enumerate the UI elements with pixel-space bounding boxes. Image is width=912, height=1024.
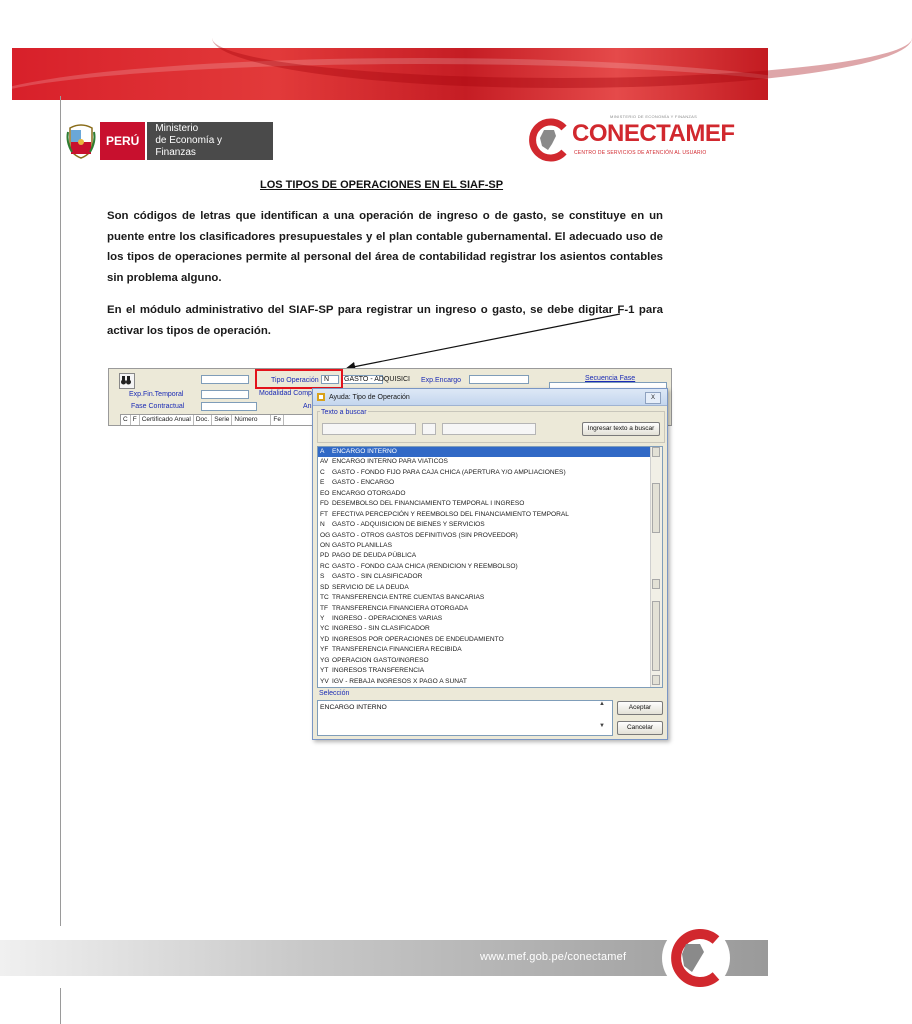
list-item[interactable] bbox=[318, 593, 654, 603]
list-item-code: S bbox=[320, 573, 325, 581]
scroll-thumb[interactable] bbox=[652, 483, 660, 533]
fase-contractual-label: Fase Contractual bbox=[131, 403, 185, 410]
list-item-code: YD bbox=[320, 635, 330, 643]
document-title: LOS TIPOS DE OPERACIONES EN EL SIAF-SP bbox=[260, 179, 504, 191]
modalidad-label: Modalidad Comp bbox=[259, 390, 312, 397]
conectamef-c-icon bbox=[530, 118, 570, 162]
list-item-code: YT bbox=[320, 667, 329, 675]
list-item-desc: GASTO - OTROS GASTOS DEFINITIVOS (SIN PROVEEDOR) bbox=[332, 531, 518, 539]
scroll-down-arrow-2[interactable] bbox=[652, 675, 660, 685]
list-item-code: OG bbox=[320, 531, 331, 539]
list-item-code: YF bbox=[320, 646, 329, 654]
chevron-down-icon[interactable]: ▼ bbox=[599, 723, 605, 729]
app-icon bbox=[317, 393, 325, 401]
list-item-code: TC bbox=[320, 594, 329, 602]
footer-url[interactable]: www.mef.gob.pe/conectamef bbox=[480, 951, 627, 963]
exp-encargo-input[interactable] bbox=[469, 375, 529, 384]
list-item-code: FD bbox=[320, 500, 329, 508]
scroll-up-arrow[interactable] bbox=[652, 447, 660, 457]
search-group bbox=[317, 411, 665, 443]
list-item[interactable] bbox=[318, 656, 654, 666]
ministerio-label bbox=[147, 122, 273, 160]
list-item-desc: GASTO - ADQUISICION DE BIENES Y SERVICIOS bbox=[332, 521, 485, 529]
list-item[interactable] bbox=[318, 520, 654, 530]
paragraph-1: Son códigos de letras que identifican a una operación de ingreso o de gasto, se constituye en un puente entre los clasificadores presupuestales y el plan contable gubernamental. El adecuado uso de los tipos de operaciones permite al personal del área de contabilidad registrar los asientos contables sin problema alguno. bbox=[107, 210, 663, 284]
dialog-title: Ayuda: Tipo de Operación bbox=[329, 393, 410, 401]
peru-label: PERÚ bbox=[100, 122, 145, 160]
header-banner bbox=[12, 48, 768, 100]
list-item-code: E bbox=[320, 479, 325, 487]
exp-fin-temporal-input[interactable] bbox=[201, 390, 249, 399]
list-item-code: AV bbox=[320, 458, 329, 466]
tipo-operacion-highlight bbox=[255, 369, 343, 389]
list-item[interactable] bbox=[318, 624, 654, 634]
list-item-code: PD bbox=[320, 552, 330, 560]
list-item-code: SD bbox=[320, 583, 330, 591]
list-item-code: A bbox=[320, 448, 325, 455]
list-item-code: YV bbox=[320, 677, 329, 685]
list-item-desc: TRANSFERENCIA FINANCIERA OTORGADA bbox=[332, 604, 469, 612]
conecta-tagline-text: CENTRO DE SERVICIOS DE ATENCIÓN AL USUARIO bbox=[574, 150, 707, 156]
list-scrollbar[interactable] bbox=[650, 447, 662, 687]
left-margin-line bbox=[60, 96, 61, 926]
mef-logo bbox=[66, 122, 273, 160]
secuencia-fase-label: Secuencia Fase bbox=[585, 375, 636, 382]
search-input-3[interactable] bbox=[442, 423, 536, 435]
list-item-desc: GASTO - SIN CLASIFICADOR bbox=[332, 573, 423, 581]
ministerio-line2: de Economía y Finanzas bbox=[155, 135, 223, 158]
ministerio-line1: Ministerio bbox=[155, 123, 199, 134]
tipo-operacion-input[interactable]: N bbox=[321, 375, 339, 384]
list-item-desc: GASTO - FONDO CAJA CHICA (RENDICION Y REEMBOLSO) bbox=[332, 562, 518, 570]
list-item[interactable] bbox=[318, 510, 654, 520]
list-item[interactable] bbox=[318, 499, 654, 509]
list-item[interactable] bbox=[318, 583, 654, 593]
conectamef-footer-icon bbox=[660, 922, 732, 994]
dialog-titlebar bbox=[313, 389, 667, 406]
selection-field[interactable]: ENCARGO INTERNO bbox=[317, 700, 613, 736]
list-item-desc: TRANSFERENCIA ENTRE CUENTAS BANCARIAS bbox=[332, 594, 485, 602]
paragraph-2: En el módulo administrativo del SIAF-SP para registrar un ingreso o gasto, se debe digitar F-1 para activar los tipos de operación. bbox=[107, 304, 663, 337]
col-header: Serie bbox=[212, 415, 232, 425]
exp-encargo-label: Exp.Encargo bbox=[421, 377, 462, 384]
list-item-code: TF bbox=[320, 604, 329, 612]
siaf-screenshot bbox=[108, 368, 672, 740]
search-group-label: Texto a buscar bbox=[321, 409, 367, 416]
list-item-code: FT bbox=[320, 510, 329, 518]
binoculars-icon[interactable] bbox=[119, 373, 135, 389]
siaf-table-header bbox=[120, 414, 318, 426]
list-item[interactable] bbox=[318, 677, 654, 687]
scroll-thumb-2[interactable] bbox=[652, 601, 660, 671]
list-item-desc: SERVICIO DE LA DEUDA bbox=[332, 583, 409, 591]
scroll-down-arrow[interactable] bbox=[652, 579, 660, 589]
list-item-desc: INGRESOS TRANSFERENCIA bbox=[332, 667, 425, 675]
list-item-desc: TRANSFERENCIA FINANCIERA RECIBIDA bbox=[332, 646, 462, 654]
list-item[interactable] bbox=[318, 468, 654, 478]
operation-type-list[interactable] bbox=[317, 446, 663, 688]
search-input-2[interactable] bbox=[422, 423, 436, 435]
list-item[interactable] bbox=[318, 457, 654, 467]
list-item[interactable] bbox=[318, 572, 654, 582]
chevron-up-icon[interactable]: ▲ bbox=[599, 701, 605, 707]
list-item-code: N bbox=[320, 521, 325, 529]
col-header: F bbox=[131, 415, 140, 425]
list-item[interactable] bbox=[318, 666, 654, 676]
list-item[interactable] bbox=[318, 489, 654, 499]
list-item-desc: OPERACION GASTO/INGRESO bbox=[332, 656, 429, 664]
siaf-side-label: An bbox=[303, 403, 312, 410]
help-dialog bbox=[312, 388, 668, 740]
list-item-desc: GASTO PLANILLAS bbox=[332, 541, 392, 549]
close-icon[interactable]: X bbox=[645, 392, 661, 404]
list-item-code: YG bbox=[320, 656, 330, 664]
siaf-field-1[interactable] bbox=[201, 375, 249, 384]
list-item-desc: GASTO - ENCARGO bbox=[332, 479, 395, 487]
list-item-desc: ENCARGO OTORGADO bbox=[332, 489, 406, 497]
pointer-arrow bbox=[330, 306, 630, 376]
list-item[interactable] bbox=[318, 447, 654, 457]
search-button[interactable]: Ingresar texto a buscar bbox=[582, 422, 660, 436]
col-header: C bbox=[121, 415, 131, 425]
peru-coat-of-arms-icon bbox=[66, 122, 96, 160]
list-item-desc: ENCARGO INTERNO PARA VIATICOS bbox=[332, 458, 448, 466]
list-item-code: Y bbox=[320, 615, 325, 622]
list-item-desc: INGRESOS POR OPERACIONES DE ENDEUDAMIENTO bbox=[332, 635, 504, 643]
list-item[interactable] bbox=[318, 614, 654, 624]
col-header: Número bbox=[232, 415, 271, 425]
cancel-button[interactable]: Cancelar bbox=[617, 721, 663, 735]
list-item-desc: INGRESO - OPERACIONES VARIAS bbox=[332, 615, 443, 622]
accept-button[interactable]: Aceptar bbox=[617, 701, 663, 715]
list-item-code: ON bbox=[320, 541, 330, 549]
list-item-desc: IGV - REBAJA INGRESOS X PAGO A SUNAT bbox=[332, 677, 467, 685]
list-item-desc: INGRESO - SIN CLASIFICADOR bbox=[332, 625, 430, 633]
col-header: Doc. bbox=[194, 415, 212, 425]
list-item[interactable] bbox=[318, 635, 654, 645]
tipo-operacion-desc: GASTO - ADQUISICI bbox=[341, 375, 383, 384]
selection-label: Selección bbox=[319, 690, 350, 697]
conecta-brand-text: CONECTAMEF bbox=[572, 120, 735, 147]
list-item[interactable] bbox=[318, 541, 654, 551]
tipo-operacion-label: Tipo Operación bbox=[271, 377, 319, 384]
list-item-desc: EFECTIVA PERCEPCIÓN Y REEMBOLSO DEL FINANCIAMIENTO TEMPORAL bbox=[332, 510, 569, 518]
list-item[interactable] bbox=[318, 551, 654, 561]
list-item-desc: DESEMBOLSO DEL FINANCIAMIENTO TEMPORAL I INGRESO bbox=[332, 500, 525, 508]
col-header: Fe bbox=[271, 415, 284, 425]
conecta-ministerio-text: MINISTERIO DE ECONOMÍA Y FINANZAS bbox=[610, 114, 698, 119]
col-header: Certificado Anual bbox=[140, 415, 194, 425]
footer-banner bbox=[0, 940, 768, 976]
left-margin-line-bottom bbox=[60, 988, 61, 1024]
list-item-code: C bbox=[320, 468, 325, 476]
list-item-desc: ENCARGO INTERNO bbox=[332, 448, 397, 455]
conectamef-logo bbox=[530, 112, 735, 168]
list-item-code: YC bbox=[320, 625, 330, 633]
exp-fin-temporal-label: Exp.Fin.Temporal bbox=[129, 391, 184, 398]
list-item[interactable] bbox=[318, 562, 654, 572]
list-item-code: EO bbox=[320, 489, 330, 497]
list-item[interactable] bbox=[318, 531, 654, 541]
list-item-code: RC bbox=[320, 562, 330, 570]
list-item[interactable] bbox=[318, 645, 654, 655]
list-item-desc: PAGO DE DEUDA PÚBLICA bbox=[332, 552, 417, 560]
list-item-desc: GASTO - FONDO FIJO PARA CAJA CHICA (APERTURA Y/O AMPLIACIONES) bbox=[332, 468, 566, 476]
list-item[interactable] bbox=[318, 604, 654, 614]
fase-contractual-input[interactable] bbox=[201, 402, 257, 411]
list-item[interactable] bbox=[318, 478, 654, 488]
search-input-1[interactable] bbox=[322, 423, 416, 435]
